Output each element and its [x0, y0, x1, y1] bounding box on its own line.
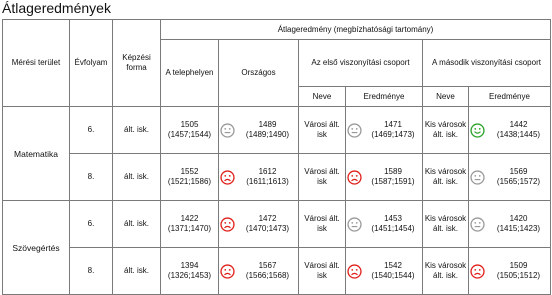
second-group-name-cell: Kis városok ált. isk. — [423, 154, 469, 201]
header-first-name: Neve — [299, 87, 346, 107]
site-result-cell — [161, 248, 219, 295]
header-area: Mérési terület — [3, 20, 70, 107]
area-cell: Matematika — [3, 107, 70, 201]
second-group-result-cell — [469, 154, 551, 201]
table-row — [3, 107, 551, 154]
score-value: 1612 — [258, 167, 277, 176]
confidence-interval: (1415;1423) — [496, 224, 541, 233]
header-first-group: Az első viszonyítási csoport — [299, 40, 423, 87]
page-title: Átlageredmények — [2, 0, 111, 16]
first-group-name-cell: Városi ált. isk — [299, 107, 346, 154]
header-second-group: A második viszonyítási csoport — [423, 40, 551, 87]
sad-face-icon — [220, 217, 235, 232]
smiley-face-icon — [470, 123, 485, 138]
score-value: 1394 — [180, 261, 199, 270]
confidence-interval: (1521;1586) — [167, 177, 212, 186]
confidence-interval: (1326;1453) — [167, 271, 212, 280]
table-row — [3, 248, 551, 295]
score-value: 1420 — [509, 214, 528, 223]
confidence-interval: (1566;1568) — [245, 271, 290, 280]
grade-cell: 6. — [70, 201, 113, 248]
second-group-name-cell: Kis városok ált. isk. — [423, 107, 469, 154]
header-first-result: Eredménye — [346, 87, 423, 107]
school-type-cell: ált. isk. — [113, 248, 161, 295]
score-value: 1471 — [384, 120, 402, 129]
school-type-cell: ált. isk. — [113, 154, 161, 201]
first-group-name-cell: Városi ált. isk — [299, 248, 346, 295]
grade-cell: 8. — [70, 248, 113, 295]
score-value: 1567 — [258, 261, 277, 270]
neutral-face-icon — [347, 123, 362, 138]
score-value: 1422 — [180, 214, 199, 223]
header-second-name: Neve — [423, 87, 469, 107]
score-value: 1509 — [509, 261, 528, 270]
national-result-cell — [219, 107, 299, 154]
sad-face-icon — [470, 264, 485, 279]
grade-cell: 8. — [70, 154, 113, 201]
header-school-type: Képzési forma — [113, 20, 161, 107]
confidence-interval: (1451;1454) — [371, 224, 415, 233]
area-cell: Szövegértés — [3, 201, 70, 295]
second-group-result-cell — [469, 107, 551, 154]
sad-face-icon — [220, 170, 235, 185]
score-value: 1442 — [509, 120, 528, 129]
score-value: 1453 — [384, 214, 402, 223]
table-row — [3, 201, 551, 248]
header-site: A telephelyen — [161, 40, 219, 107]
first-group-name-cell: Városi ált. isk — [299, 154, 346, 201]
results-body — [3, 107, 551, 295]
confidence-interval: (1540;1544) — [371, 271, 415, 280]
grade-cell: 6. — [70, 107, 113, 154]
score-value: 1552 — [180, 167, 199, 176]
school-type-cell: ált. isk. — [113, 107, 161, 154]
site-result-cell — [161, 201, 219, 248]
confidence-interval: (1611;1613) — [246, 177, 289, 186]
second-group-name-cell: Kis városok ált. isk. — [423, 248, 469, 295]
neutral-face-icon — [470, 170, 485, 185]
first-group-result-cell — [346, 107, 423, 154]
confidence-interval: (1565;1572) — [496, 177, 541, 186]
confidence-interval: (1489;1490) — [245, 130, 290, 139]
confidence-interval: (1505;1512) — [496, 271, 541, 280]
national-result-cell — [219, 201, 299, 248]
sad-face-icon — [347, 170, 362, 185]
sad-face-icon — [347, 264, 362, 279]
header-second-result: Eredménye — [469, 87, 551, 107]
score-value: 1472 — [258, 214, 277, 223]
score-value: 1505 — [180, 120, 199, 129]
score-value: 1489 — [258, 120, 277, 129]
header-grade: Évfolyam — [70, 20, 113, 107]
neutral-face-icon — [347, 217, 362, 232]
confidence-interval: (1587;1591) — [371, 177, 415, 186]
confidence-interval: (1469;1473) — [371, 130, 415, 139]
confidence-interval: (1371;1470) — [167, 224, 212, 233]
second-group-result-cell — [469, 201, 551, 248]
second-group-name-cell: Kis városok ált. isk. — [423, 201, 469, 248]
first-group-result-cell — [346, 154, 423, 201]
table-row — [3, 154, 551, 201]
school-type-cell: ált. isk. — [113, 201, 161, 248]
site-result-cell — [161, 154, 219, 201]
first-group-result-cell — [346, 201, 423, 248]
first-group-result-cell — [346, 248, 423, 295]
header-average-group: Átlageredmény (megbízhatósági tartomány) — [161, 20, 551, 40]
national-result-cell — [219, 248, 299, 295]
score-value: 1569 — [509, 167, 528, 176]
sad-face-icon — [220, 264, 235, 279]
national-result-cell — [219, 154, 299, 201]
confidence-interval: (1457;1544) — [167, 130, 212, 139]
second-group-result-cell — [469, 248, 551, 295]
results-table — [2, 19, 551, 295]
first-group-name-cell: Városi ált. isk — [299, 201, 346, 248]
neutral-face-icon — [470, 217, 485, 232]
neutral-face-icon — [220, 123, 235, 138]
confidence-interval: (1470;1473) — [245, 224, 290, 233]
confidence-interval: (1438;1445) — [496, 130, 541, 139]
header-national: Országos — [219, 40, 299, 107]
score-value: 1542 — [384, 261, 402, 270]
site-result-cell — [161, 107, 219, 154]
score-value: 1589 — [384, 167, 402, 176]
